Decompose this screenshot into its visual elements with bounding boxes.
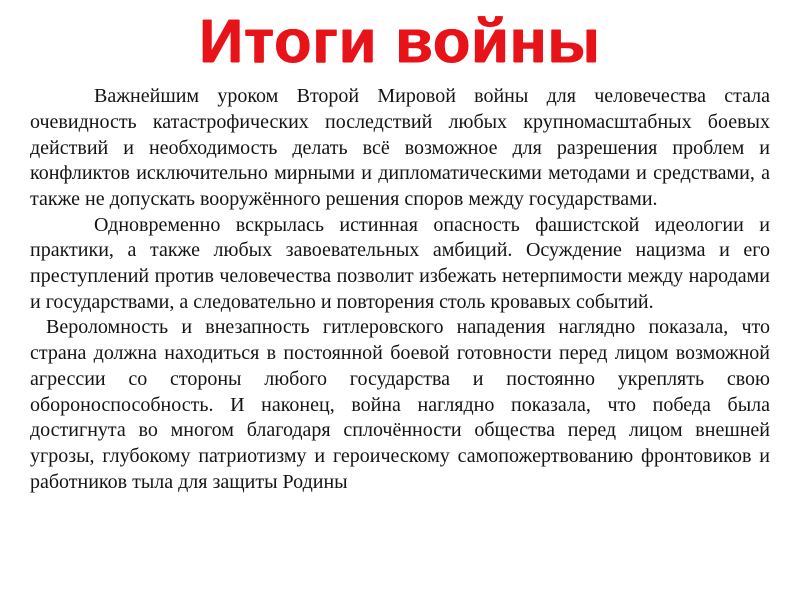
slide-body	[0, 81, 800, 495]
paragraph-readiness-unity: Вероломность и внезапность гитлеровского нападения наглядно показала, что страна должна находиться в постоянной боевой готовности перед лицом возможной агрессии со стороны любого государства и постоянно укреплять свою обороноспособность. И наконец, война наглядно показала, что победа была достигнута во многом благодаря сплочённости общества перед лицом внешней угрозы, глубокому патриотизму и героическому самопожертвованию фронтовиков и работников тыла для защиты Родины	[30, 316, 770, 493]
slide-title: Итоги войны	[199, 7, 601, 75]
paragraph-fascism-danger: Одновременно вскрылась истинная опасность фашистской идеологии и практики, а также любых завоевательных амбиций. Осуждение нацизма и его преступлений против человечества позволит избежать нетерпимости между народами и государствами, а следовательно и повторения столь кровавых событий.	[30, 213, 770, 313]
paragraph-war-lessons: Важнейшим уроком Второй Мировой войны для человечества стала очевидность катастрофических последствий любых крупномасштабных боевых действий и необходимость делать всё возможное для разрешения проблем и конфликтов исключительно мирными и дипломатическими методами и средствами, а также не допускать вооружённого решения споров между государствами.	[30, 85, 770, 211]
